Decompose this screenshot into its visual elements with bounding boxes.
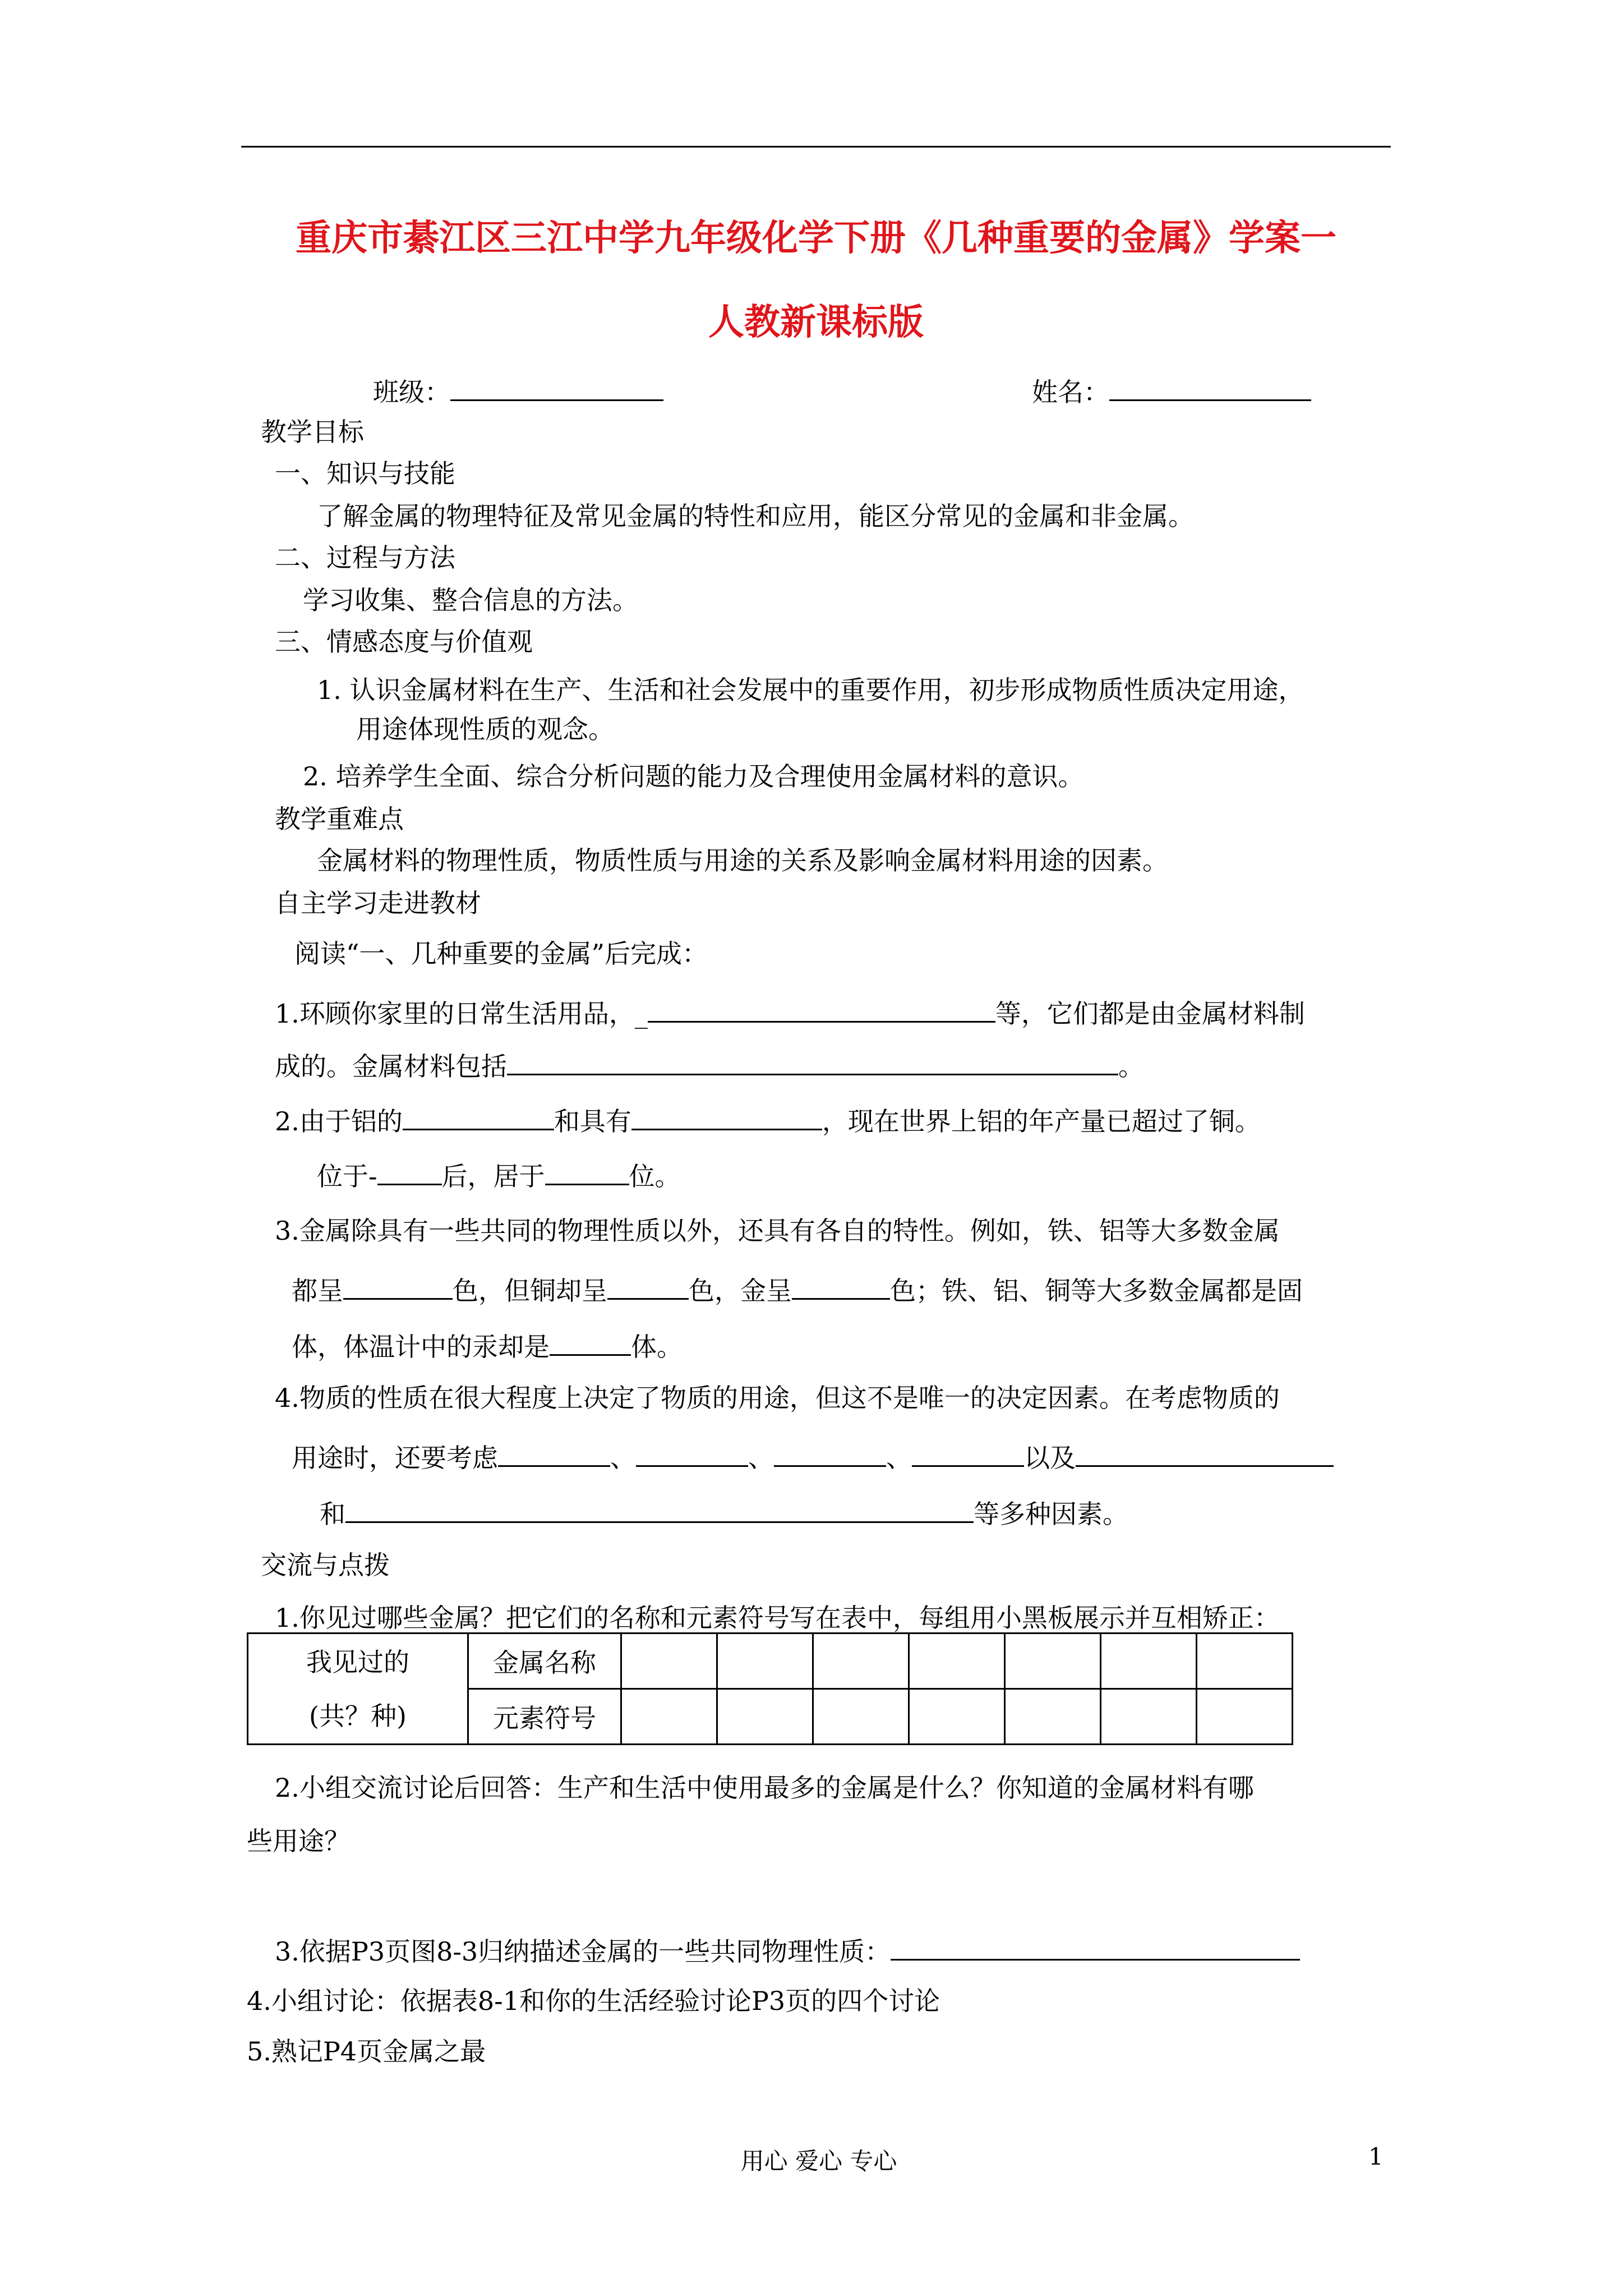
question-2-blank-4[interactable] <box>545 1154 629 1185</box>
question-1-text-d: 。 <box>1118 1051 1144 1082</box>
question-3-text-f: 体，体温计中的汞却是 <box>292 1332 550 1362</box>
table-cell[interactable] <box>813 1689 909 1745</box>
question-1-text-a: 1.环顾你家里的日常生活用品，_ <box>275 999 648 1029</box>
section-2-text: 学习收集、整合信息的方法。 <box>303 585 638 615</box>
question-2-text-d: 位于- <box>317 1161 377 1191</box>
exchange-question-1: 1.你见过哪些金属？把它们的名称和元素符号写在表中，每组用小黑板展示并互相矫正： <box>275 1603 1280 1633</box>
question-1-blank-1[interactable] <box>648 992 995 1023</box>
name-field <box>1032 370 1311 410</box>
section-3-item-1: 1. 认识金属材料在生产、生活和社会发展中的重要作用，初步形成物质性质决定用途， <box>317 675 1304 705</box>
key-points-text: 金属材料的物理性质，物质性质与用途的关系及影响金属材料用途的因素。 <box>317 845 1168 876</box>
table-row-2-label: 元素符号 <box>468 1689 621 1745</box>
table-cell[interactable] <box>1101 1689 1197 1745</box>
reading-instruction: 阅读“一、几种重要的金属”后完成： <box>294 938 708 969</box>
question-4-blank-1[interactable] <box>498 1436 610 1467</box>
question-2-text-c: ，现在世界上铝的年产量已超过了铜。 <box>822 1106 1261 1137</box>
exchange-question-2-cont: 些用途？ <box>247 1826 350 1856</box>
question-3-text-c: 色，但铜却呈 <box>453 1276 607 1306</box>
question-3-blank-2[interactable] <box>607 1269 689 1300</box>
name-label: 姓名： <box>1032 377 1109 407</box>
table-left-line-2: (共？种) <box>309 1700 407 1731</box>
title-line-1: 重庆市綦江区三江中学九年级化学下册《几种重要的金属》学案一 <box>296 218 1336 259</box>
class-field <box>373 370 663 410</box>
question-4-sep-2: 、 <box>748 1443 774 1473</box>
exchange-question-3-text: 3.依据P3页图8-3归纳描述金属的一些共同物理性质： <box>275 1936 891 1967</box>
question-2-text-e: 后，居于 <box>441 1161 545 1191</box>
section-1-heading: 一、知识与技能 <box>275 458 455 489</box>
question-4-text-b: 用途时，还要考虑 <box>292 1443 498 1473</box>
table-cell[interactable] <box>621 1634 717 1689</box>
question-4-line-2 <box>292 1436 1334 1476</box>
exchange-question-5: 5.熟记P4页金属之最 <box>247 2036 486 2067</box>
question-3-blank-1[interactable] <box>343 1269 453 1300</box>
section-3-item-1-cont: 用途体现性质的观念。 <box>356 714 614 744</box>
section-3-heading: 三、情感态度与价值观 <box>275 627 533 657</box>
question-1-line-1 <box>275 992 1305 1032</box>
table-cell[interactable] <box>909 1634 1005 1689</box>
question-3-text-b: 都呈 <box>292 1276 343 1306</box>
question-2-blank-2[interactable] <box>631 1099 822 1130</box>
table-cell[interactable] <box>909 1689 1005 1745</box>
question-3-blank-4[interactable] <box>550 1325 631 1356</box>
exchange-question-4: 4.小组讨论：依据表8-1和你的生活经验讨论P3页的四个讨论 <box>247 1986 940 2016</box>
question-4-blank-4[interactable] <box>912 1436 1024 1467</box>
header-rule <box>241 146 1391 148</box>
question-3-line-3 <box>292 1325 683 1365</box>
question-1-text-c: 成的。金属材料包括 <box>275 1051 507 1082</box>
page-number: 1 <box>1368 2143 1384 2170</box>
exchange-question-3-blank[interactable] <box>891 1930 1300 1961</box>
class-label: 班级： <box>373 377 450 407</box>
title-line-2: 人教新课标版 <box>708 302 924 343</box>
section-2-heading: 二、过程与方法 <box>275 542 455 573</box>
question-3-text-g: 体。 <box>631 1332 683 1362</box>
question-1-line-2 <box>275 1045 1144 1084</box>
goals-heading: 教学目标 <box>261 417 364 447</box>
table-row <box>248 1634 1293 1689</box>
exchange-question-2: 2.小组交流讨论后回答：生产和生活中使用最多的金属是什么？你知道的金属材料有哪 <box>275 1773 1254 1803</box>
table-cell[interactable] <box>1005 1689 1101 1745</box>
question-4-blank-5[interactable] <box>1076 1436 1334 1467</box>
question-3-text-d: 色，金呈 <box>689 1276 792 1306</box>
question-4-blank-2[interactable] <box>636 1436 748 1467</box>
name-blank[interactable] <box>1109 370 1311 401</box>
table-left-line-1: 我见过的 <box>306 1646 409 1677</box>
table-cell[interactable] <box>717 1689 813 1745</box>
question-4-line-3 <box>320 1492 1128 1532</box>
question-4-blank-3[interactable] <box>774 1436 886 1467</box>
self-study-heading: 自主学习走进教材 <box>275 888 481 918</box>
section-3-item-2: 2. 培养学生全面、综合分析问题的能力及合理使用金属材料的意识。 <box>303 761 1084 792</box>
table-left-header <box>248 1634 468 1745</box>
question-2-blank-3[interactable] <box>377 1154 442 1185</box>
question-2-line-2 <box>317 1154 681 1194</box>
question-2-text-f: 位。 <box>629 1161 681 1191</box>
question-2-blank-1[interactable] <box>403 1099 554 1130</box>
exchange-question-3 <box>275 1930 1300 1970</box>
class-blank[interactable] <box>450 370 663 401</box>
table-cell[interactable] <box>1197 1634 1293 1689</box>
question-4-sep-3: 、 <box>886 1443 912 1473</box>
question-1-text-b: 等，它们都是由金属材料制 <box>995 999 1305 1029</box>
question-4-blank-6[interactable] <box>345 1492 974 1523</box>
exchange-heading: 交流与点拨 <box>261 1550 390 1580</box>
table-row-1-label: 金属名称 <box>468 1634 621 1689</box>
question-4-text-c: 以及 <box>1024 1443 1076 1473</box>
table-cell[interactable] <box>1005 1634 1101 1689</box>
question-4-text-d: 和 <box>320 1499 345 1529</box>
table-cell[interactable] <box>1101 1634 1197 1689</box>
question-2-line-1 <box>275 1099 1261 1139</box>
question-3-line-1: 3.金属除具有一些共同的物理性质以外，还具有各自的特性。例如，铁、铝等大多数金属 <box>275 1216 1280 1246</box>
metal-table <box>247 1632 1293 1745</box>
key-points-heading: 教学重难点 <box>275 804 404 834</box>
question-4-sep-1: 、 <box>610 1443 636 1473</box>
table-cell[interactable] <box>621 1689 717 1745</box>
question-4-line-1: 4.物质的性质在很大程度上决定了物质的用途，但这不是唯一的决定因素。在考虑物质的 <box>275 1383 1280 1413</box>
question-2-text-b: 和具有 <box>554 1106 631 1137</box>
footer-motto: 用心 爱心 专心 <box>740 2147 897 2175</box>
question-1-blank-2[interactable] <box>507 1045 1118 1075</box>
table-cell[interactable] <box>717 1634 813 1689</box>
table-cell[interactable] <box>813 1634 909 1689</box>
question-4-text-e: 等多种因素。 <box>974 1499 1128 1529</box>
question-3-blank-3[interactable] <box>792 1269 890 1300</box>
table-cell[interactable] <box>1197 1689 1293 1745</box>
question-2-text-a: 2.由于铝的 <box>275 1106 403 1137</box>
question-3-line-2 <box>292 1269 1303 1309</box>
section-1-text: 了解金属的物理特征及常见金属的特性和应用，能区分常见的金属和非金属。 <box>317 501 1194 531</box>
question-3-text-e: 色；铁、铝、铜等大多数金属都是固 <box>890 1276 1303 1306</box>
